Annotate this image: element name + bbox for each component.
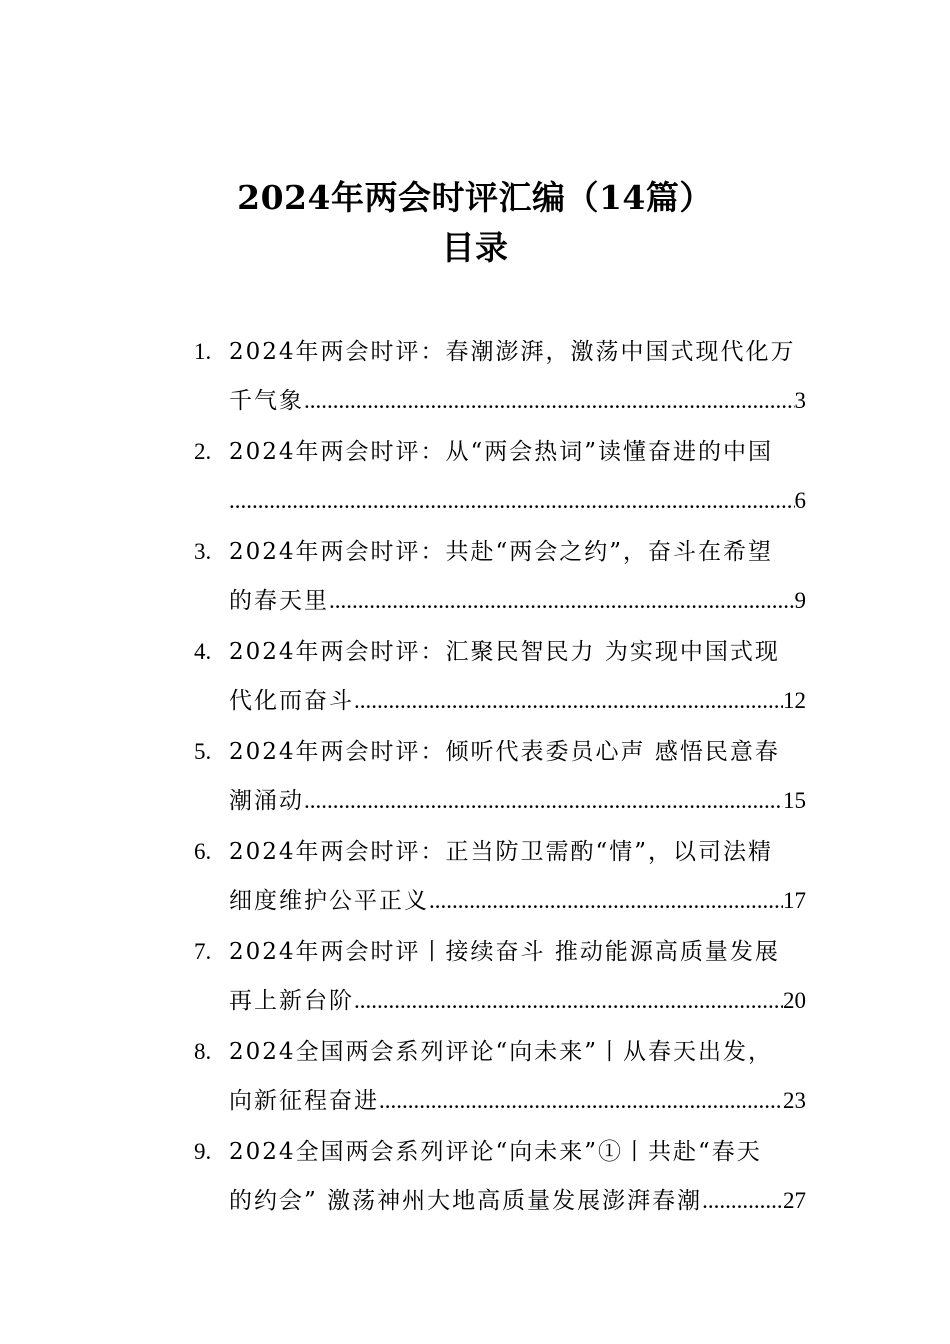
- dot-leader: [304, 384, 795, 418]
- toc-page-number: 3: [794, 388, 806, 413]
- toc-page-number: 20: [783, 988, 806, 1013]
- toc-entry-continuation: [229, 384, 806, 418]
- toc-entry-5[interactable]: [0, 727, 950, 827]
- toc-entry-number: 5.: [194, 739, 212, 764]
- dot-leader: [354, 984, 783, 1018]
- toc-entry-7[interactable]: [0, 927, 950, 1027]
- toc-entry-continuation: [229, 1084, 806, 1118]
- table-of-contents: [0, 327, 950, 1227]
- toc-page-number: 6: [794, 488, 806, 513]
- toc-entry-8[interactable]: [0, 1027, 950, 1127]
- toc-entry-title: 2024年两会时评：正当防卫需酌“情”，以司法精: [229, 839, 774, 865]
- toc-entry-2[interactable]: [0, 427, 950, 527]
- toc-entry-title-cont: 细度维护公平正义: [229, 888, 429, 914]
- toc-entry-title: 2024年两会时评：汇聚民智民力 为实现中国式现: [229, 639, 780, 665]
- toc-entry-title: 2024全国两会系列评论“向未来”丨从春天出发，: [229, 1039, 774, 1065]
- toc-entry-continuation: [229, 984, 806, 1018]
- toc-entry-number: 4.: [194, 639, 212, 664]
- toc-entry-title-cont: 向新征程奋进: [229, 1088, 379, 1114]
- toc-heading: 目录: [441, 228, 509, 267]
- toc-entry-1[interactable]: [0, 327, 950, 427]
- toc-entry-number: 7.: [194, 939, 212, 964]
- toc-page-number: 9: [794, 588, 806, 613]
- toc-entry-4[interactable]: [0, 627, 950, 727]
- dot-leader: [354, 684, 783, 718]
- toc-entry-6[interactable]: [0, 827, 950, 927]
- toc-entry-number: 3.: [194, 539, 212, 564]
- toc-entry-title-cont: 的约会” 激荡神州大地高质量发展澎湃春潮: [229, 1188, 703, 1214]
- toc-entry-continuation: [229, 484, 806, 518]
- toc-entry-continuation: [229, 784, 806, 818]
- toc-entry-continuation: [229, 884, 806, 918]
- toc-entry-continuation: [229, 684, 806, 718]
- dot-leader: [229, 484, 795, 518]
- toc-entry-number: 1.: [194, 339, 212, 364]
- toc-entry-number: 8.: [194, 1039, 212, 1064]
- toc-entry-title-cont: 潮涌动: [229, 788, 304, 814]
- toc-entry-title-cont: 代化而奋斗: [229, 688, 354, 714]
- toc-entry-title: 2024年两会时评：春潮澎湃，激荡中国式现代化万: [229, 339, 796, 365]
- toc-page-number: 27: [783, 1188, 806, 1213]
- toc-entry-title: 2024年两会时评：共赴“两会之约”，奋斗在希望: [229, 539, 774, 565]
- toc-entry-title: 2024年两会时评丨接续奋斗 推动能源高质量发展: [229, 939, 780, 965]
- dot-leader: [304, 784, 783, 818]
- toc-entry-title: 2024年两会时评：倾听代表委员心声 感悟民意春: [229, 739, 780, 765]
- toc-entry-title-cont: 千气象: [229, 388, 304, 414]
- toc-entry-continuation: [229, 584, 806, 618]
- toc-entry-continuation: [229, 1184, 806, 1218]
- toc-page-number: 23: [783, 1088, 806, 1113]
- toc-entry-3[interactable]: [0, 527, 950, 627]
- dot-leader: [702, 1184, 783, 1218]
- document-title: 2024年两会时评汇编（14篇）: [237, 178, 713, 217]
- toc-entry-title-cont: 再上新台阶: [229, 988, 354, 1014]
- dot-leader: [329, 584, 795, 618]
- toc-entry-title: 2024全国两会系列评论“向未来”①丨共赴“春天: [229, 1139, 762, 1165]
- toc-entry-9[interactable]: [0, 1127, 950, 1227]
- dot-leader: [379, 1084, 783, 1118]
- toc-entry-title-cont: 的春天里: [229, 588, 329, 614]
- toc-entry-number: 6.: [194, 839, 212, 864]
- toc-entry-number: 9.: [194, 1139, 212, 1164]
- toc-page-number: 17: [783, 888, 806, 913]
- toc-page-number: 15: [783, 788, 806, 813]
- toc-entry-number: 2.: [194, 439, 212, 464]
- dot-leader: [429, 884, 783, 918]
- toc-page-number: 12: [783, 688, 806, 713]
- toc-entry-title: 2024年两会时评：从“两会热词”读懂奋进的中国: [229, 439, 774, 465]
